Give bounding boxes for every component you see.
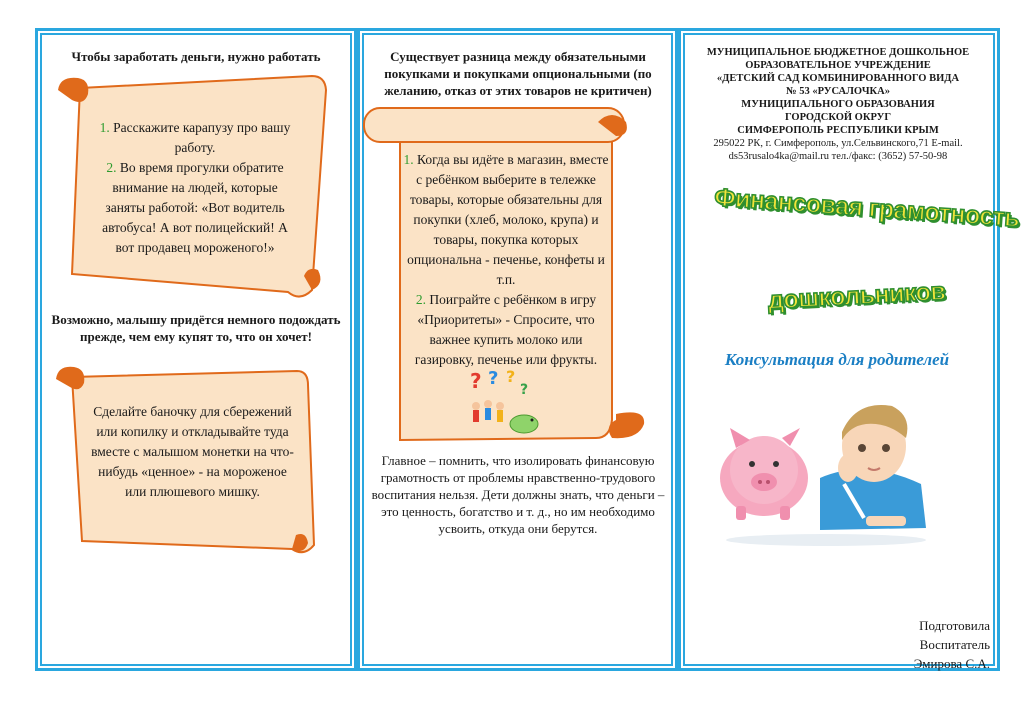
step-2-text: Во время прогулки обратите внимание на людей, которые заняты работой: «Вот водитель автобуса! А вот полицейский! А вот продавец мороженого!» [102,160,288,255]
tip-1-text: Когда вы идёте в магазин, вместе с ребёнком выберите в тележке товары, которые обязательны для покупки (хлеб, молоко, крупа) и товары, покупка которых опциональна - печенье, конфеты и т.п. [407,152,609,287]
signature-line-1: Подготовила [919,618,990,633]
organization-block [700,46,976,163]
tip-1-number: 1. [403,152,414,167]
org-line-3: «ДЕТСКИЙ САД КОМБИНИРОВАННОГО ВИДА [716,73,960,84]
org-line-1: МУНИЦИПАЛЬНОЕ БЮДЖЕТНОЕ ДОШКОЛЬНОЕ [706,47,970,58]
signature-line-2: Воспитатель [919,637,990,652]
left-subheading: Возможно, малышу придётся немного подождать прежде, чем ему купят то, что он хочет! [51,312,341,344]
title-line-1: Финансовая грамотность [713,183,1021,233]
svg-text:?: ? [470,369,482,393]
signature-block [840,616,990,673]
middle-conclusion: Главное – помнить, что изолировать финансовую грамотность от проблемы нравственно-трудового воспитания нельзя. Дети должны знать, что деньги – это ценность, богатство и т. д., но им необходимо усвоить, откуда они берутся. [371,453,665,536]
address: 295022 РК, г. Симферополь, ул.Сельвинского,71 E-mail. ds53rusalo4ka@mail.ru тел./факс: (3652) 57-50-98 [713,138,963,162]
middle-heading: Существует разница между обязательными покупками и покупками опциональными (по желанию, отказ от этих товаров не критичен) [384,49,652,98]
svg-text:?: ? [520,382,529,398]
title-line-2: дошкольников [767,277,946,315]
org-line-2: ОБРАЗОВАТЕЛЬНОЕ УЧРЕЖДЕНИЕ [745,60,931,71]
consultation-subtitle: Консультация для родителей [724,350,950,369]
signature-line-3: Эмирова С.А. [913,656,990,671]
step-1-text: Расскажите карапузу про вашу работу. [113,120,291,155]
left-heading: Чтобы заработать деньги, нужно работать [71,49,321,64]
kids-question-illustration [466,366,544,438]
svg-text:?: ? [488,368,499,389]
scroll-1-text [95,118,295,258]
piggy-bank-child-illustration [716,388,930,548]
org-line-4: № 53 «РУСАЛОЧКА» [786,86,890,97]
scroll-3-text [400,150,612,370]
svg-text:?: ? [506,367,516,386]
org-line-6: ГОРОДСКОЙ ОКРУГ [784,112,892,123]
step-1-number: 1. [99,120,110,135]
org-line-5: МУНИЦИПАЛЬНОГО ОБРАЗОВАНИЯ [741,99,935,110]
tip-2-text: Поиграйте с ребёнком в игру «Приоритеты» - Спросите, что важнее купить молоко или газировку, печенье или фрукты. [414,292,598,367]
step-2-number: 2. [106,160,117,175]
org-line-7: СИМФЕРОПОЛЬ РЕСПУБЛИКИ КРЫМ [737,125,939,136]
scroll-2-text: Сделайте баночку для сбережений или копилку и откладывайте туда вместе с малышом монетки на что-нибудь «ценное» - на мороженое или плюшевого мишку. [91,404,294,499]
tip-2-number: 2. [415,292,426,307]
